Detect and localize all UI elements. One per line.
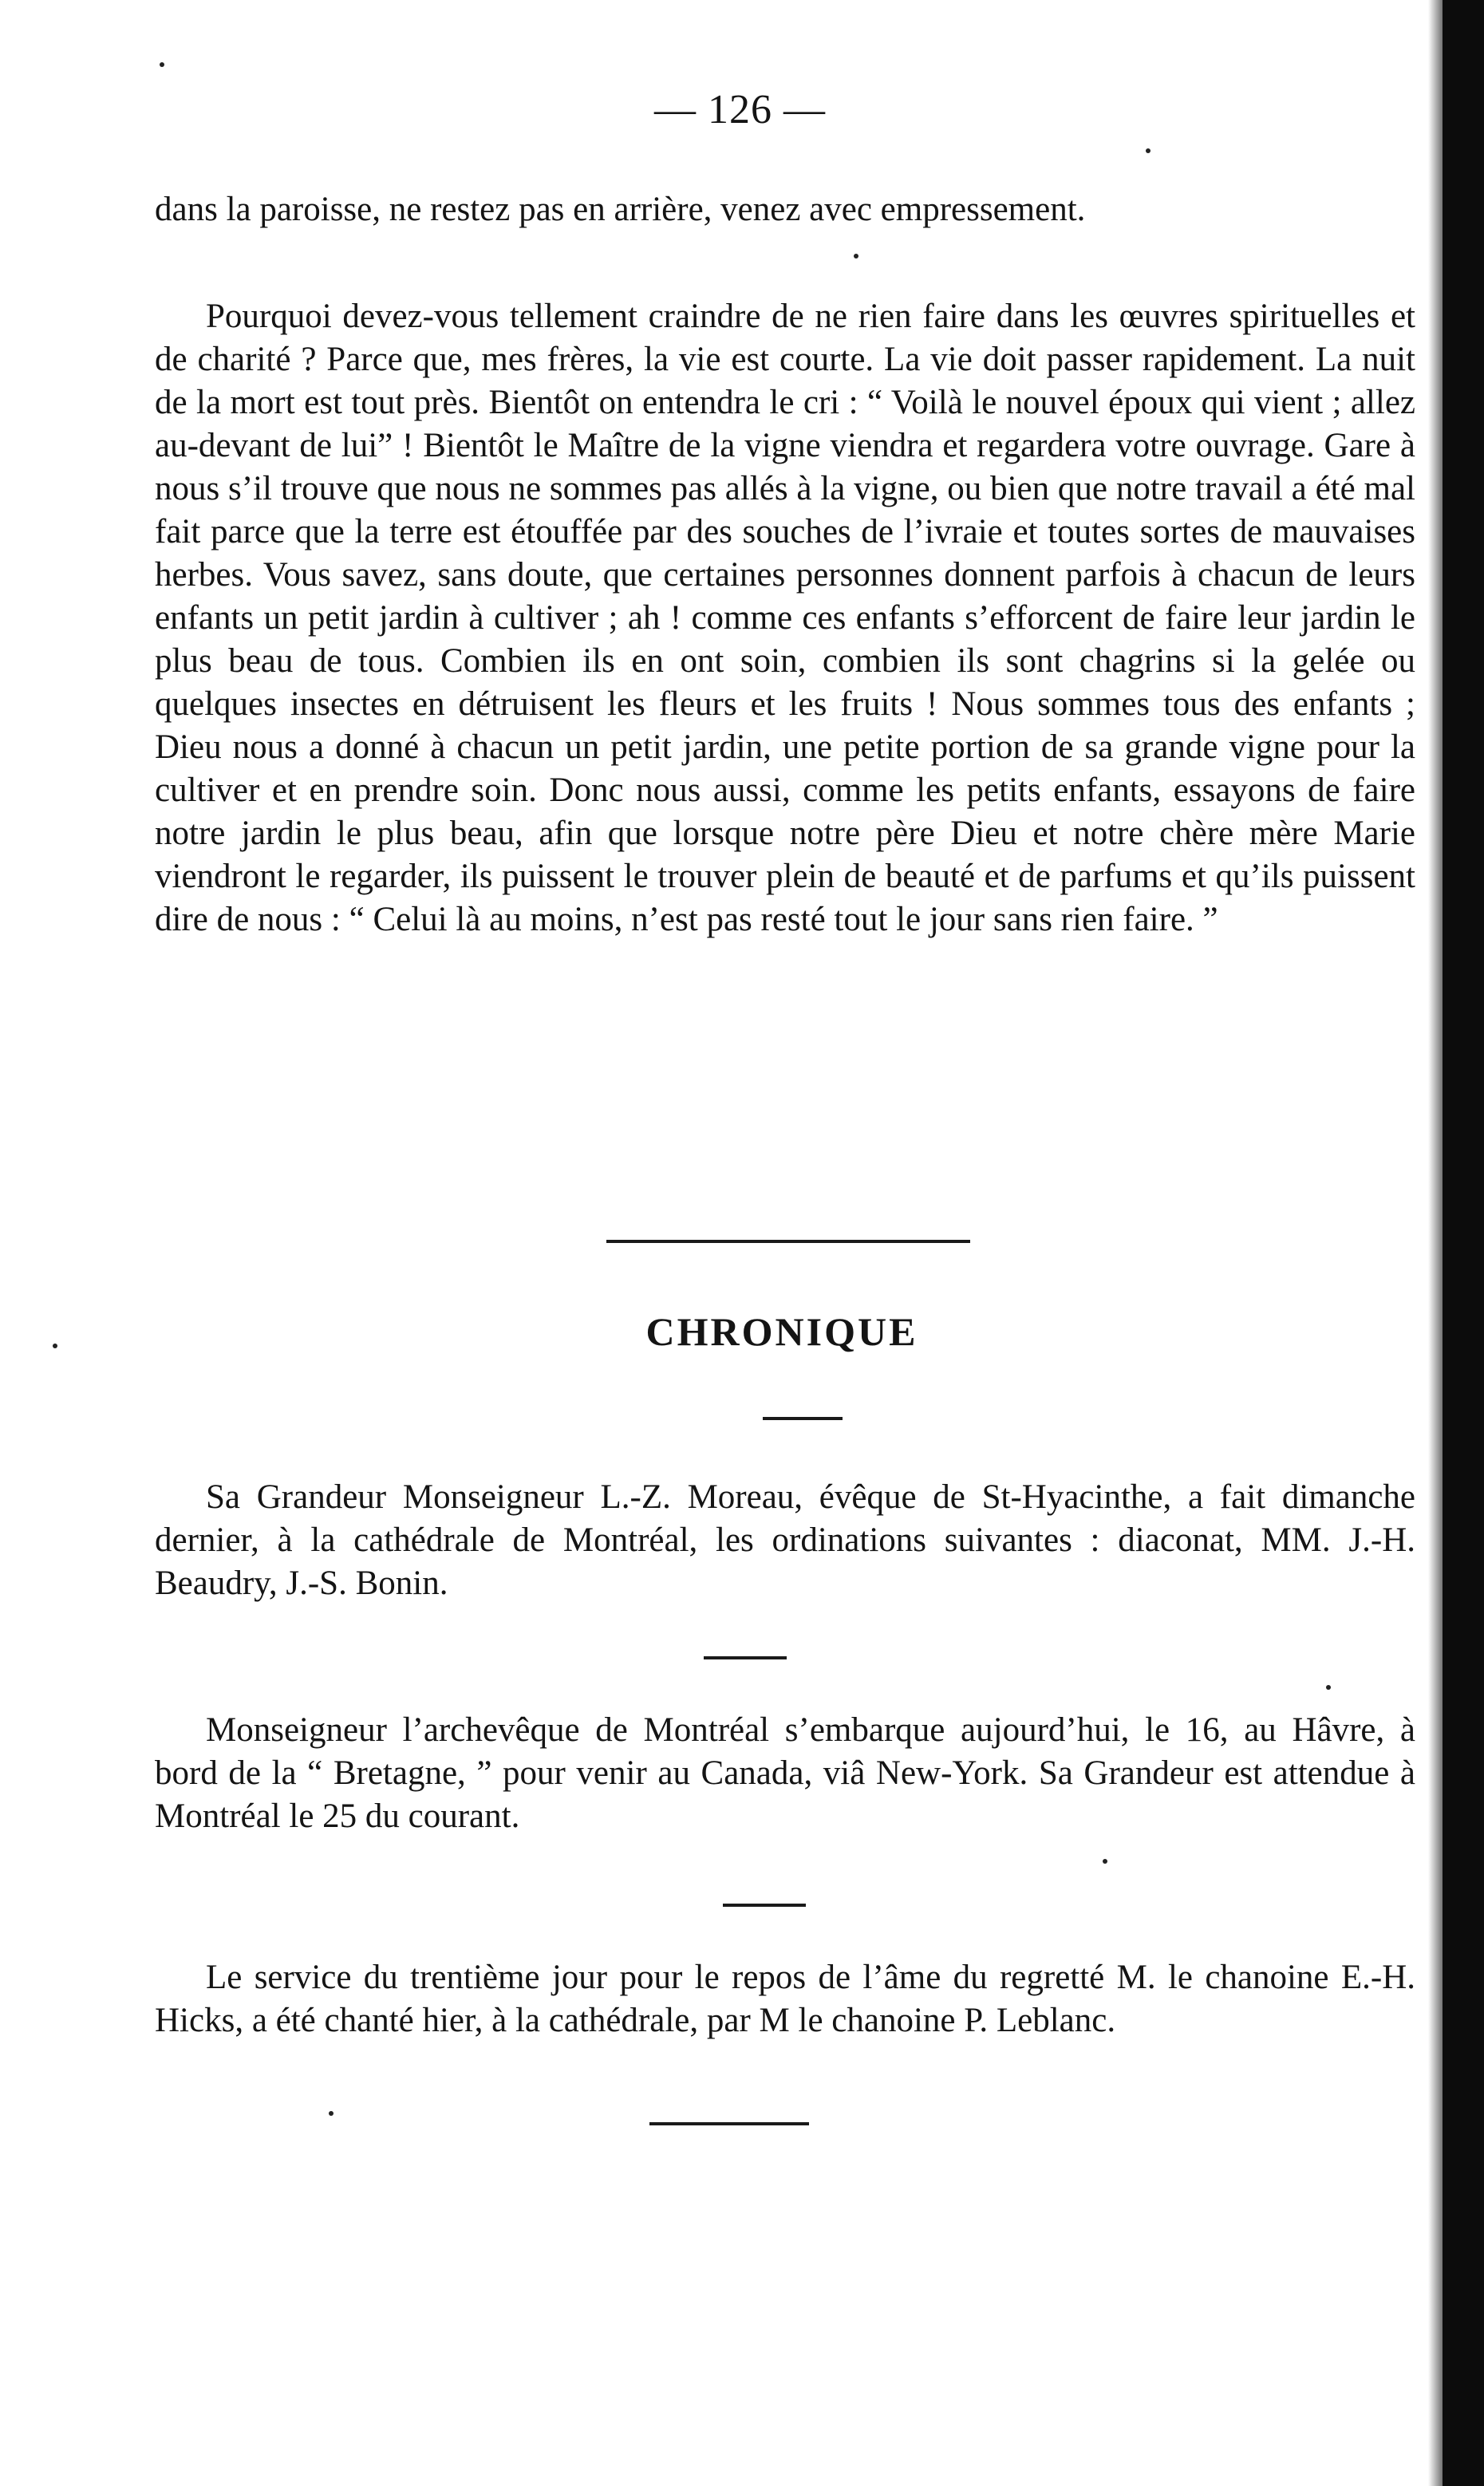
print-speck (329, 2111, 334, 2116)
end-divider (649, 2122, 809, 2125)
page-number: — 126 — (654, 87, 826, 132)
print-speck (1326, 1685, 1331, 1690)
section-title: CHRONIQUE (645, 1309, 918, 1354)
binding-edge (1443, 0, 1484, 2486)
chronicle-item: Sa Grandeur Monseigneur L.-Z. Moreau, évêque de St-Hyacinthe, a fait dimanche dernier, à la cathédrale de Montréal, les ordinations suivantes : diaconat, MM. J.-H. Beaudry, J.-S. Bonin. (155, 1478, 1415, 1602)
print-speck (160, 62, 164, 67)
section-divider (606, 1240, 970, 1243)
print-speck (1103, 1859, 1107, 1864)
chronicle-item: Le service du trentième jour pour le repos de l’âme du regretté M. le chanoine E.-H. Hicks, a été chanté hier, à la cathédrale, par M le chanoine P. Leblanc. (155, 1959, 1415, 2039)
title-underline (763, 1417, 843, 1420)
item-divider (723, 1904, 806, 1907)
item-divider (704, 1656, 787, 1659)
paragraph-continuation: dans la paroisse, ne restez pas en arrière, venez avec empressement. (155, 191, 1086, 228)
print-speck (1146, 148, 1150, 153)
print-speck (53, 1344, 57, 1348)
chronicle-item: Monseigneur l’archevêque de Montréal s’embarque aujourd’hui, le 16, au Hâvre, à bord de la “ Bretagne, ” pour venir au Canada, viâ New-York. Sa Grandeur est attendue à Montréal le 25 du courant. (155, 1711, 1415, 1835)
print-speck (854, 254, 858, 258)
paragraph-sermon: Pourquoi devez-vous tellement craindre de ne rien faire dans les œuvres spirituelles et de charité ? Parce que, mes frères, la vie est courte. La vie doit passer rapidement. La nuit de la mort est tout près. Bientôt on entendra le cri : “ Voilà le nouvel époux qui vient ; allez au-devant de lui” ! Bientôt le Maître de la vigne viendra et regardera votre ouvrage. Gare à nous s’il trouve que nous ne sommes pas allés à la vigne, ou bien que notre travail a été mal fait parce que la terre est étouffée par des souches de l’ivraie et toutes sortes de mauvaises herbes. Vous savez, sans doute, que certaines personnes donnent parfois à chacun de leurs enfants un petit jardin à cultiver ; ah ! comme ces enfants s’efforcent de faire leur jardin le plus beau de tous. Combien ils en ont soin, combien ils sont chagrins si la gelée ou quelques insectes en détruisent les fleurs et les fruits ! Nous sommes tous des enfants ; Dieu nous a donné à chacun un petit jardin, une petite portion de sa grande vigne pour la cultiver et en prendre soin. Donc nous aussi, comme les petits enfants, essayons de faire notre jardin le plus beau, afin que lorsque notre père Dieu et notre chère mère Marie viendront le regarder, ils puissent le trouver plein de beauté et de parfums et qu’ils puissent dire de nous : “ Celui là au moins, n’est pas resté tout le jour sans rien faire. ” (155, 298, 1415, 938)
binding-shadow (1428, 0, 1443, 2486)
